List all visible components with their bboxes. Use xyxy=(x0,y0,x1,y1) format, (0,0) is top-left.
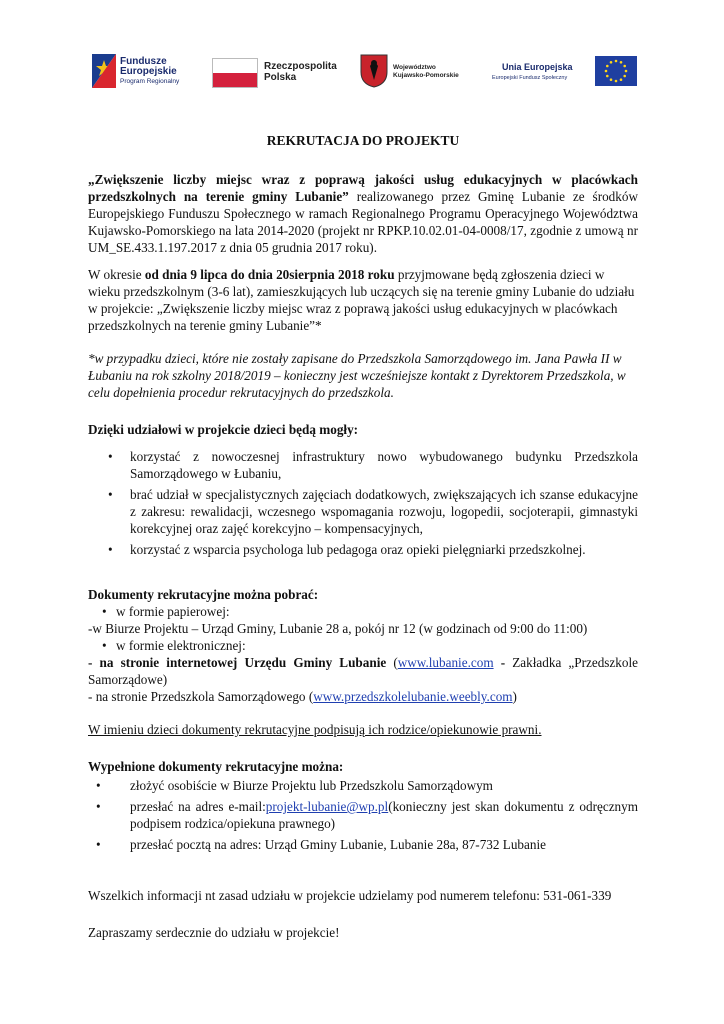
benefits-heading: Dzięki udziałowi w projekcie dzieci będą mogły: xyxy=(88,422,359,437)
document-body xyxy=(88,132,638,941)
web1-tail: Zakładka „Przedszkole Samorządowe) xyxy=(88,655,638,687)
email-pre: przesłać na adres e-mail: xyxy=(130,799,266,814)
benefits-list xyxy=(88,448,638,558)
list-item: • korzystać z wsparcia psychologa lub pedagoga oraz opieki pielęgniarki przedszkolnej. xyxy=(130,541,638,558)
web1-open: ( xyxy=(386,655,398,670)
web2-line xyxy=(88,688,638,705)
period-paragraph xyxy=(88,266,638,334)
web1-bold: - na stronie internetowej Urzędu Gminy Lubanie xyxy=(88,655,387,670)
footnote: *w przypadku dzieci, które nie zostały zapisane do Przedszkola Samorządowego im. Jana Pawła II w Łubaniu na rok szkolny 2018/2019 – konieczny jest wcześniejsze kontakt z Dyrektorem Przedszkola, w celu dopełnienia procedur rekrutacyjnych do przedszkola. xyxy=(88,351,626,400)
intro-rest: realizowanego przez Gminę Lubanie ze środków Europejskiego Funduszu Społecznego w ramach Regionalnego Programu Operacyjnego Województwa Kujawsko-Pomorskiego na lata 2014-2020 (projekt nr RPKP.10.02.01-04-0008/17, zgodnie z umową nr UM_SE.433.1.197.2017 z dnia 05 grudnia 2017 roku). xyxy=(88,189,638,255)
przedszkole-link[interactable]: www.przedszkolelubanie.weebly.com xyxy=(313,689,513,704)
list-item: • złożyć osobiście w Biurze Projektu lub Przedszkolu Samorządowym xyxy=(130,777,638,794)
web1-dash: - xyxy=(493,655,513,670)
lubanie-link[interactable]: www.lubanie.com xyxy=(397,655,494,670)
rp-line1: Rzeczpospolita xyxy=(264,61,337,72)
fe-line3: Program Regionalny xyxy=(120,78,180,85)
documents-heading: Dokumenty rekrutacyjne można pobrać: xyxy=(88,587,319,602)
document-title: REKRUTACJA DO PROJEKTU xyxy=(266,133,460,148)
list-item xyxy=(130,798,638,832)
project-name: „Zwiększenie liczby miejsc wraz z poprawą jakości usług edukacyjnych w placówkach przedszkolnych na terenie gminy Lubanie” xyxy=(88,172,638,204)
wk-line1: Województwo xyxy=(393,64,436,71)
web2-post: ) xyxy=(512,689,517,704)
electronic-label: • w formie elektronicznej: xyxy=(88,637,638,654)
coat-of-arms-icon xyxy=(360,54,388,88)
web2-pre: - na stronie Przedszkola Samorządowego ( xyxy=(88,689,314,704)
period-pre: W okresie xyxy=(88,267,145,282)
period-dates: od dnia 9 lipca do dnia 20sierpnia 2018 roku xyxy=(144,267,395,282)
email-post: (konieczny jest skan dokumentu z odręcznym podpisem rodzica/opiekuna prawnego) xyxy=(130,799,638,831)
intro-paragraph xyxy=(88,171,638,256)
polish-flag-icon xyxy=(212,58,258,88)
list-item: • brać udział w specjalistycznych zajęciach dodatkowych, zwiększających ich szanse edukacyjne z zakresu: rewalidacji, wczesnego wspomagania rozwoju, logopedii, socjoterapii, gimnastyki korekcyjnej oraz zajęć korekcyjno – kompensacyjnych, xyxy=(130,486,638,537)
email-link[interactable]: projekt-lubanie@wp.pl xyxy=(265,799,389,814)
closing-text: Zapraszamy serdecznie do udziału w projekcie! xyxy=(88,925,340,940)
web1-line xyxy=(88,654,638,688)
rzeczpospolita-logo xyxy=(212,52,342,92)
signing-note: W imieniu dzieci dokumenty rekrutacyjne podpisują ich rodzice/opiekunowie prawni. xyxy=(88,722,542,737)
ue-line2: Europejski Fundusz Społeczny xyxy=(492,75,568,81)
eu-flag-icon xyxy=(595,56,637,86)
period-post: przyjmowane będą zgłoszenia dzieci w wieku przedszkolnym (3-6 lat), zamieszkujących lub uczących się na terenie gminy Lubanie do udziału w projekcie: „Zwiększenie liczby miejsc wraz z poprawą jakości usług edukacyjnych w placówkach przedszkolnych na terenie gminy Lubanie”* xyxy=(88,267,635,333)
fe-line1: Fundusze xyxy=(120,56,167,67)
submission-heading: Wypełnione dokumenty rekrutacyjne można: xyxy=(88,759,344,774)
paper-label: • w formie papierowej: xyxy=(88,603,638,620)
paper-text: -w Biurze Projektu – Urząd Gminy, Lubanie 28 a, pokój nr 12 (w godzinach od 9:00 do 11:00) xyxy=(88,621,588,636)
wojewodztwo-logo xyxy=(360,52,470,92)
submission-list xyxy=(88,777,638,853)
contact-info: Wszelkich informacji nt zasad udziału w projekcie udzielamy pod numerem telefonu: 531-061-339 xyxy=(88,888,612,903)
rp-line2: Polska xyxy=(264,72,297,83)
ue-line1: Unia Europejska xyxy=(502,62,573,72)
fundusze-europejskie-logo xyxy=(92,52,202,92)
fe-line2: Europejskie xyxy=(120,66,177,77)
wk-line2: Kujawsko-Pomorskie xyxy=(393,72,459,79)
fe-star-icon xyxy=(92,54,116,88)
logo-bar xyxy=(92,52,637,92)
list-item: • przesłać pocztą na adres: Urząd Gminy Lubanie, Lubanie 28a, 87-732 Lubanie xyxy=(130,836,638,853)
unia-europejska-logo xyxy=(492,52,637,92)
list-item: • korzystać z nowoczesnej infrastruktury nowo wybudowanego budynku Przedszkola Samorządowego w Łubaniu, xyxy=(130,448,638,482)
